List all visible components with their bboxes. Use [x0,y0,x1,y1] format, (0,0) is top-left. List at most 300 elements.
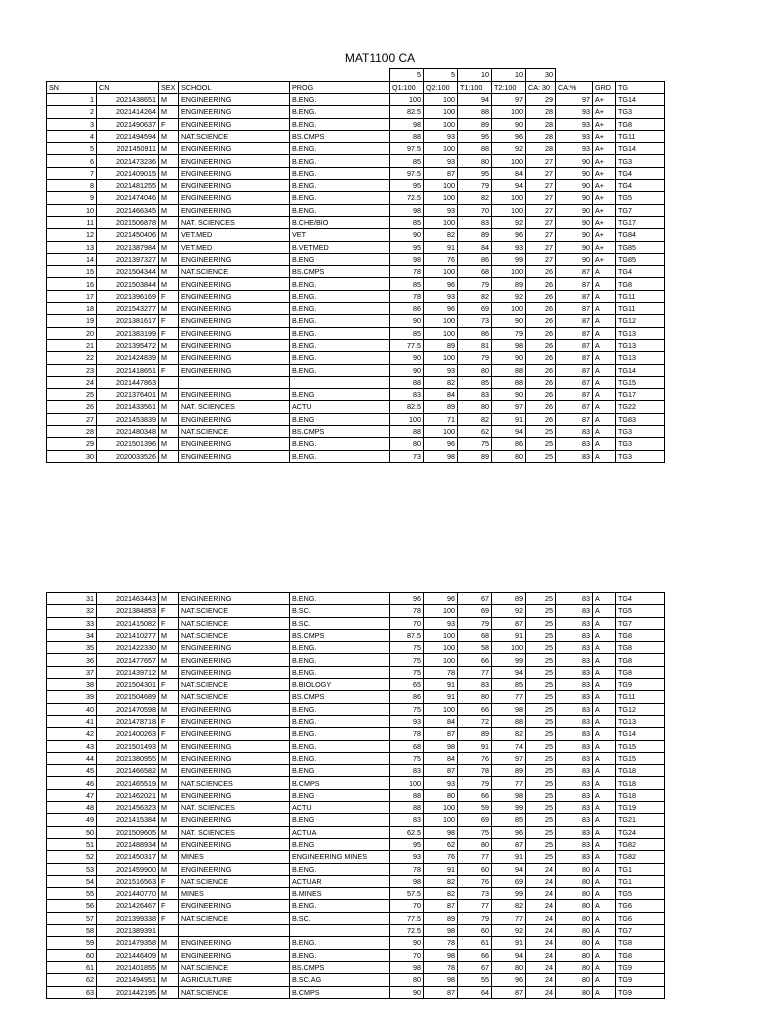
cell-ca: 25 [526,438,556,450]
cell-prog: B.CHE/BIO [290,216,390,228]
cell-sex: M [159,974,179,986]
cell-ca-pct: 80 [556,961,593,973]
cell-prog: B.ENG. [290,949,390,961]
cell-ca-pct: 87 [556,266,593,278]
cell-ca-pct: 83 [556,703,593,715]
cell-t2: 93 [492,241,526,253]
cell-t1: 75 [458,438,492,450]
cell-t2: 100 [492,266,526,278]
cell-grd: A [593,593,616,605]
cell-cn: 2021450317 [97,851,159,863]
cell-ca: 29 [526,94,556,106]
cell-tg: TG82 [616,851,665,863]
cell-tg: TG9 [616,974,665,986]
cell-q1: 93 [390,851,424,863]
cell-t1: 60 [458,863,492,875]
cell-school: NAT.SCIENCE [179,266,290,278]
cell-sn: 32 [47,605,97,617]
cell-t1: 66 [458,789,492,801]
cell-tg: TG13 [616,339,665,351]
cell-cn: 2021401855 [97,961,159,973]
cell-t2: 77 [492,912,526,924]
cell-prog: B.ENG. [290,752,390,764]
cell-q1: 78 [390,863,424,875]
cell-cn: 2021438651 [97,94,159,106]
cell-sn: 13 [47,241,97,253]
cell-school: ENGINEERING [179,143,290,155]
cell-cn: 2021477657 [97,654,159,666]
cell-q1: 86 [390,691,424,703]
cell-q1: 85 [390,278,424,290]
cell-cn: 2021490637 [97,118,159,130]
cell-prog: B.ENG. [290,937,390,949]
table-row [47,814,665,826]
cell-prog: ENGINEERING MINES [290,851,390,863]
cell-q1: 100 [390,413,424,425]
cell-school: ENGINEERING [179,949,290,961]
cell-q2: 89 [424,401,458,413]
cell-ca-pct: 83 [556,617,593,629]
cell-sex: M [159,703,179,715]
table-row [47,900,665,912]
cell-ca: 25 [526,629,556,641]
cell-cn: 2021466582 [97,765,159,777]
table-row [47,450,665,462]
cell-q2: 98 [424,450,458,462]
cell-q2: 87 [424,167,458,179]
cell-school: NAT. SCIENCES [179,401,290,413]
cell-grd: A [593,605,616,617]
cell-sn: 6 [47,155,97,167]
cell-sn: 24 [47,376,97,388]
cell-tg: TG15 [616,752,665,764]
cell-t2: 96 [492,130,526,142]
table-row [47,863,665,875]
cell-ca: 28 [526,143,556,155]
cell-cn: 2021459900 [97,863,159,875]
cell-prog: ACTUAR [290,875,390,887]
cell-ca-pct: 87 [556,352,593,364]
cell-tg: TG1 [616,863,665,875]
cell-sex: M [159,180,179,192]
cell-t1: 67 [458,961,492,973]
cell-ca: 26 [526,413,556,425]
cell-sex: F [159,605,179,617]
cell-ca-pct: 87 [556,303,593,315]
cell-tg: TG11 [616,303,665,315]
cell-sex: M [159,642,179,654]
cell-t2: 79 [492,327,526,339]
cell-tg: TG18 [616,789,665,801]
cell-ca-pct: 93 [556,118,593,130]
cell-tg: TG3 [616,438,665,450]
cell-ca: 27 [526,180,556,192]
cell-ca: 26 [526,389,556,401]
cell-ca: 25 [526,654,556,666]
cell-t1: 68 [458,629,492,641]
cell-t1: 77 [458,851,492,863]
cell-ca-pct: 83 [556,593,593,605]
cell-tg: TG85 [616,253,665,265]
table-row [47,229,665,241]
cell-t1: 76 [458,875,492,887]
cell-ca-pct: 83 [556,450,593,462]
cell-cn: 2021462021 [97,789,159,801]
cell-q1: 98 [390,118,424,130]
cell-prog: B.ENG. [290,703,390,715]
cell-sn: 36 [47,654,97,666]
cell-sex: F [159,875,179,887]
cell-sex: M [159,94,179,106]
table-row [47,180,665,192]
cell-tg: TG14 [616,143,665,155]
cell-ca-pct: 83 [556,752,593,764]
cell-cn: 2021478718 [97,715,159,727]
cell-school: ENGINEERING [179,654,290,666]
cell-grd: A [593,752,616,764]
cell-cn: 2021376401 [97,389,159,401]
cell-sex: F [159,715,179,727]
cell-t1: 69 [458,814,492,826]
cell-grd: A [593,376,616,388]
cell-sn: 22 [47,352,97,364]
table-row [47,253,665,265]
cell-prog: BS.CMPS [290,691,390,703]
cell-t2: 77 [492,777,526,789]
cell-sn: 42 [47,728,97,740]
cell-grd: A [593,888,616,900]
cell-t2: 99 [492,802,526,814]
cell-sn: 44 [47,752,97,764]
cell-cn: 2021446409 [97,949,159,961]
cell-q2: 76 [424,851,458,863]
cell-tg: TG6 [616,912,665,924]
cell-prog: BS.CMPS [290,961,390,973]
cell-ca: 27 [526,253,556,265]
cell-t2: 87 [492,617,526,629]
cell-sn: 26 [47,401,97,413]
cell-grd: A [593,315,616,327]
cell-sex [159,376,179,388]
cell-t1: 83 [458,679,492,691]
cell-tg: TG17 [616,216,665,228]
cell-prog: B.SC. [290,912,390,924]
cell-ca-pct: 87 [556,389,593,401]
cell-cn: 2021450406 [97,229,159,241]
cell-sex: M [159,450,179,462]
cell-q2: 100 [424,703,458,715]
cell-grd: A [593,875,616,887]
cell-prog: B.ENG. [290,155,390,167]
cell-tg: TG7 [616,617,665,629]
cell-cn: 2021440770 [97,888,159,900]
cell-grd: A [593,654,616,666]
table-row [47,315,665,327]
cell-q2: 87 [424,986,458,998]
cell-q2: 91 [424,679,458,691]
cell-t2: 94 [492,863,526,875]
cell-prog: B.CMPS [290,986,390,998]
cell-cn: 2021399338 [97,912,159,924]
cell-ca-pct: 93 [556,130,593,142]
cell-q1: 90 [390,364,424,376]
cell-prog: B.SC. [290,605,390,617]
cell-cn: 2021501493 [97,740,159,752]
cell-school: ENGINEERING [179,814,290,826]
cell-q1: 97.5 [390,167,424,179]
cell-t2: 88 [492,364,526,376]
weight-t1: 10 [458,69,492,82]
cell-q1: 85 [390,216,424,228]
cell-ca-pct: 90 [556,216,593,228]
cell-cn: 2021488934 [97,838,159,850]
cell-cn: 2021474046 [97,192,159,204]
cell-q2: 93 [424,204,458,216]
cell-prog: VET [290,229,390,241]
cell-ca: 25 [526,703,556,715]
cell-q1: 97.5 [390,143,424,155]
cell-q2: 100 [424,94,458,106]
cell-tg: TG8 [616,642,665,654]
cell-school: NAT. SCIENCES [179,802,290,814]
cell-q1: 75 [390,642,424,654]
cell-grd: A [593,303,616,315]
cell-t1: 66 [458,654,492,666]
cell-cn: 2021415082 [97,617,159,629]
cell-t1: 88 [458,106,492,118]
cell-q1: 88 [390,130,424,142]
cell-q1: 95 [390,180,424,192]
cell-grd: A [593,925,616,937]
cell-grd: A [593,802,616,814]
cell-sex: M [159,303,179,315]
cell-tg: TG13 [616,327,665,339]
col-header-sex: SEX [159,81,179,94]
cell-sn: 57 [47,912,97,924]
cell-sex: M [159,192,179,204]
cell-school: ENGINEERING [179,253,290,265]
cell-t2: 97 [492,752,526,764]
cell-q1: 98 [390,961,424,973]
cell-t1: 61 [458,937,492,949]
cell-t2: 91 [492,413,526,425]
cell-prog: ACTUA [290,826,390,838]
cell-q2: 87 [424,765,458,777]
cell-q1: 95 [390,241,424,253]
cell-t1: 62 [458,426,492,438]
cell-t1: 70 [458,204,492,216]
cell-t1: 94 [458,94,492,106]
cell-q1: 90 [390,315,424,327]
cell-sn: 43 [47,740,97,752]
cell-sn: 15 [47,266,97,278]
table-row [47,130,665,142]
cell-ca: 24 [526,925,556,937]
table-row [47,937,665,949]
cell-cn: 2020033526 [97,450,159,462]
cell-sn: 55 [47,888,97,900]
cell-t2: 100 [492,642,526,654]
cell-sn: 54 [47,875,97,887]
cell-sex: M [159,949,179,961]
cell-prog: B.ENG. [290,327,390,339]
cell-t1: 79 [458,912,492,924]
cell-ca-pct: 90 [556,180,593,192]
cell-cn: 2021410277 [97,629,159,641]
cell-grd: A [593,413,616,425]
cell-grd: A [593,937,616,949]
cell-grd: A [593,617,616,629]
cell-prog: B.ENG. [290,278,390,290]
cell-grd: A [593,278,616,290]
cell-sex [159,925,179,937]
cell-sex: M [159,740,179,752]
cell-t2: 98 [492,339,526,351]
cell-sex: M [159,352,179,364]
cell-grd: A [593,986,616,998]
cell-t2: 92 [492,290,526,302]
cell-t1: 80 [458,364,492,376]
cell-ca-pct: 83 [556,654,593,666]
cell-cn: 2021503844 [97,278,159,290]
table-row [47,216,665,228]
cell-school: ENGINEERING [179,389,290,401]
cell-q1: 82.5 [390,401,424,413]
cell-q1: 75 [390,752,424,764]
cell-prog: B.ENG. [290,180,390,192]
cell-t1: 79 [458,777,492,789]
cell-sn: 23 [47,364,97,376]
cell-sn: 35 [47,642,97,654]
grades-table-top-body [47,69,665,463]
cell-q2: 100 [424,352,458,364]
cell-cn: 2021479358 [97,937,159,949]
cell-t2: 94 [492,426,526,438]
cell-ca: 26 [526,401,556,413]
cell-school: NAT.SCIENCES [179,777,290,789]
cell-prog: B.MINES [290,888,390,900]
cell-grd: A [593,438,616,450]
cell-q1: 90 [390,352,424,364]
cell-sn: 1 [47,94,97,106]
cell-tg: TG24 [616,826,665,838]
cell-cn: 2021509605 [97,826,159,838]
cell-ca-pct: 93 [556,106,593,118]
cell-tg: TG8 [616,937,665,949]
cell-sex: M [159,266,179,278]
cell-grd: A [593,642,616,654]
cell-sn: 60 [47,949,97,961]
weight-ca: 30 [526,69,556,82]
cell-t1: 83 [458,216,492,228]
cell-school: NAT.SCIENCE [179,679,290,691]
cell-school: NAT.SCIENCE [179,629,290,641]
table-row [47,303,665,315]
cell-q1: 98 [390,204,424,216]
cell-school: NAT.SCIENCE [179,691,290,703]
cell-t2: 89 [492,593,526,605]
cell-q1: 78 [390,290,424,302]
cell-t2: 100 [492,106,526,118]
cell-school: ENGINEERING [179,315,290,327]
cell-q1: 75 [390,703,424,715]
cell-t2: 92 [492,925,526,937]
table-row [47,143,665,155]
cell-sn: 52 [47,851,97,863]
cell-q1: 72.5 [390,925,424,937]
cell-cn: 2021450911 [97,143,159,155]
cell-sn: 14 [47,253,97,265]
table-row [47,376,665,388]
cell-school: NAT.SCIENCE [179,875,290,887]
cell-sex: M [159,143,179,155]
cell-ca: 25 [526,642,556,654]
cell-sex: M [159,204,179,216]
cell-prog: B.ENG. [290,740,390,752]
cell-prog: B.ENG. [290,666,390,678]
cell-t2: 69 [492,875,526,887]
cell-prog: B.ENG. [290,106,390,118]
table-row [47,204,665,216]
table-row [47,352,665,364]
cell-cn: 2021453839 [97,413,159,425]
cell-ca-pct: 90 [556,241,593,253]
cell-grd: A+ [593,192,616,204]
cell-sex: M [159,229,179,241]
cell-sn: 7 [47,167,97,179]
cell-sn: 5 [47,143,97,155]
cell-cn: 2021481255 [97,180,159,192]
cell-grd: A [593,740,616,752]
table-row [47,986,665,998]
cell-grd: A [593,789,616,801]
cell-q1: 87.5 [390,629,424,641]
table-row [47,413,665,425]
cell-t2: 87 [492,838,526,850]
cell-school: ENGINEERING [179,838,290,850]
cell-q2: 91 [424,863,458,875]
cell-t2: 82 [492,900,526,912]
cell-grd: A [593,703,616,715]
cell-grd: A [593,352,616,364]
cell-ca: 25 [526,740,556,752]
cell-q2: 76 [424,253,458,265]
cell-q2: 93 [424,364,458,376]
cell-ca-pct: 83 [556,629,593,641]
cell-cn: 2021439712 [97,666,159,678]
cell-q1: 96 [390,593,424,605]
cell-t2: 99 [492,888,526,900]
cell-sn: 38 [47,679,97,691]
cell-sex: F [159,118,179,130]
cell-t1: 78 [458,765,492,777]
cell-tg: TG9 [616,986,665,998]
cell-ca: 26 [526,290,556,302]
cell-school: ENGINEERING [179,450,290,462]
cell-sex: M [159,155,179,167]
cell-q1: 85 [390,155,424,167]
cell-t2: 89 [492,765,526,777]
cell-ca: 27 [526,155,556,167]
cell-ca-pct: 83 [556,826,593,838]
cell-grd: A [593,339,616,351]
cell-grd: A [593,814,616,826]
cell-q2: 62 [424,838,458,850]
cell-ca: 27 [526,229,556,241]
cell-ca: 24 [526,961,556,973]
cell-school: NAT. SCIENCES [179,826,290,838]
cell-sn: 41 [47,715,97,727]
